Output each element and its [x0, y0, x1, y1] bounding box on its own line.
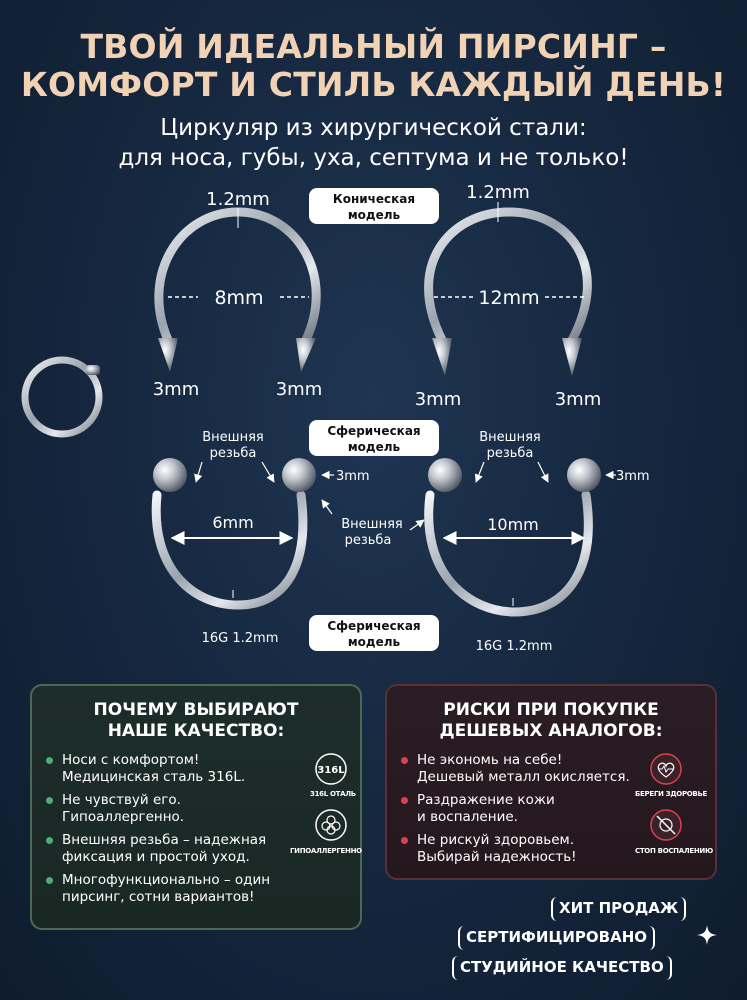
- tag-bestseller: ХИТ ПРОДАЖ: [551, 897, 686, 921]
- ring4-thread-label-line-1: Внешняя: [479, 430, 541, 445]
- spherical-label-bottom-line-2: модель: [347, 635, 401, 649]
- quality-item-4-line-1: Многофункционально – один: [62, 872, 271, 888]
- ring3-ball-size: 3mm: [336, 469, 370, 484]
- ring4-thread-label-line-2: резьба: [486, 446, 534, 461]
- captive-bead-ring: [25, 360, 100, 434]
- spherical-label-top-line-1: Сферическая: [327, 424, 421, 438]
- risk-item-2-line-1: Раздражение кожи: [417, 792, 555, 808]
- quality-item-3-line-2: фиксация и простой уход.: [62, 849, 250, 865]
- risk-card-title: [399, 700, 703, 742]
- risk-item-2-line-2: и воспаление.: [417, 809, 518, 825]
- heart-pulse-icon: [649, 752, 683, 786]
- risk-card: [385, 684, 717, 880]
- spherical-model-label-top: [309, 420, 439, 456]
- ring3-thread-label-line-2: резьба: [209, 446, 257, 461]
- spherical-label-bottom-line-1: Сферическая: [327, 619, 421, 633]
- spherical-label-top-line-2: модель: [347, 440, 401, 454]
- quality-item-4-line-2: пирсинг, сотни вариантов!: [62, 889, 255, 905]
- ring2-diameter: 12mm: [478, 287, 540, 309]
- quality-title-line-1: ПОЧЕМУ ВЫБИРАЮТ: [93, 700, 299, 720]
- ring3-diameter: 6mm: [212, 513, 254, 532]
- quality-item-1-line-1: Носи с комфортом!: [62, 752, 200, 768]
- quality-item: [44, 752, 348, 786]
- ring4-gauge: 16G 1.2mm: [475, 639, 553, 654]
- hypo-badge-caption: ГИПОАЛЛЕРГЕННО: [290, 847, 362, 855]
- spherical-ring-10mm: [428, 430, 650, 654]
- steel-badge-icon: [314, 752, 348, 786]
- quality-title-line-2: НАШЕ КАЧЕСТВО:: [107, 721, 285, 741]
- steel-badge-caption: 316L ОТАЛЬ: [310, 790, 356, 798]
- conical-label-line-2: модель: [347, 208, 401, 222]
- risk-item-3-line-1: Не рискуй здоровьем.: [417, 832, 575, 848]
- quality-item-2-line-2: Гипоаллергенно.: [62, 809, 185, 825]
- tag-certified: СЕРТИФИЦИРОВАНО: [458, 926, 655, 950]
- spherical-ring-6mm: [153, 430, 370, 646]
- stop-badge-caption: СТОП ВОСПАЛЕНИЮ: [635, 847, 713, 855]
- ring2-spike-right: 3mm: [554, 389, 602, 410]
- risk-item-1-line-2: Дешевый металл окисляется.: [417, 769, 630, 785]
- ring4-diameter: 10mm: [487, 515, 539, 534]
- quality-card-title: [44, 700, 348, 742]
- ring1-spike-right: 3mm: [275, 379, 323, 400]
- no-bacteria-icon: [649, 808, 683, 842]
- health-badge-caption: БЕРЕГИ ЗДОРОВЬЕ: [635, 790, 707, 798]
- quality-item-2-line-1: Не чувствуй его.: [62, 792, 181, 808]
- risk-title-line-2: ДЕШЕВЫХ АНАЛОГОВ:: [439, 721, 663, 741]
- ring3-thread-label-line-1: Внешняя: [202, 430, 264, 445]
- risk-title-line-1: РИСКИ ПРИ ПОКУПКЕ: [443, 700, 659, 720]
- conical-ring-12mm: [415, 182, 602, 410]
- middle-thread-line-2: резьба: [344, 533, 392, 548]
- ring1-spike-left: 3mm: [152, 379, 200, 400]
- title-line-1: ТВОЙ ИДЕАЛЬНЫЙ ПИРСИНГ –: [80, 27, 667, 66]
- ring4-ball-size: 3mm: [616, 469, 650, 484]
- conical-model-label: [309, 188, 439, 224]
- ring1-diameter: 8mm: [214, 287, 264, 309]
- subtitle-line-2: для носа, губы, уха, септума и не только!: [118, 145, 629, 171]
- risk-item-3-line-2: Выбирай надежность!: [417, 849, 577, 865]
- quality-item: [44, 792, 348, 826]
- conical-label-line-1: Коническая: [332, 192, 416, 206]
- flower-icon: [314, 808, 348, 842]
- risk-item-1-line-1: Не экономь на себе!: [417, 752, 563, 768]
- middle-thread-label: [322, 500, 424, 548]
- spherical-model-label-bottom: [309, 615, 439, 651]
- subtitle-line-1: Циркуляр из хирургической стали:: [160, 115, 587, 141]
- ring1-thickness: 1.2mm: [206, 189, 270, 210]
- ring3-gauge: 16G 1.2mm: [201, 631, 279, 646]
- ring2-thickness: 1.2mm: [466, 182, 530, 203]
- quality-item-3-line-1: Внешняя резьба – надежная: [62, 832, 267, 848]
- sparkle-icon: [696, 924, 718, 946]
- middle-thread-line-1: Внешняя: [341, 517, 403, 532]
- steel-badge-text: 316L: [317, 765, 345, 776]
- tag-studio-quality: СТУДИЙНОЕ КАЧЕСТВО: [452, 956, 672, 980]
- ring2-spike-left: 3mm: [414, 389, 462, 410]
- title-line-2: КОМФОРТ И СТИЛЬ КАЖДЫЙ ДЕНЬ!: [20, 65, 727, 104]
- conical-ring-8mm: [153, 189, 323, 400]
- quality-item: [44, 872, 348, 906]
- quality-item-1-line-2: Медицинская сталь 316L.: [62, 769, 246, 785]
- quality-card: [30, 684, 362, 930]
